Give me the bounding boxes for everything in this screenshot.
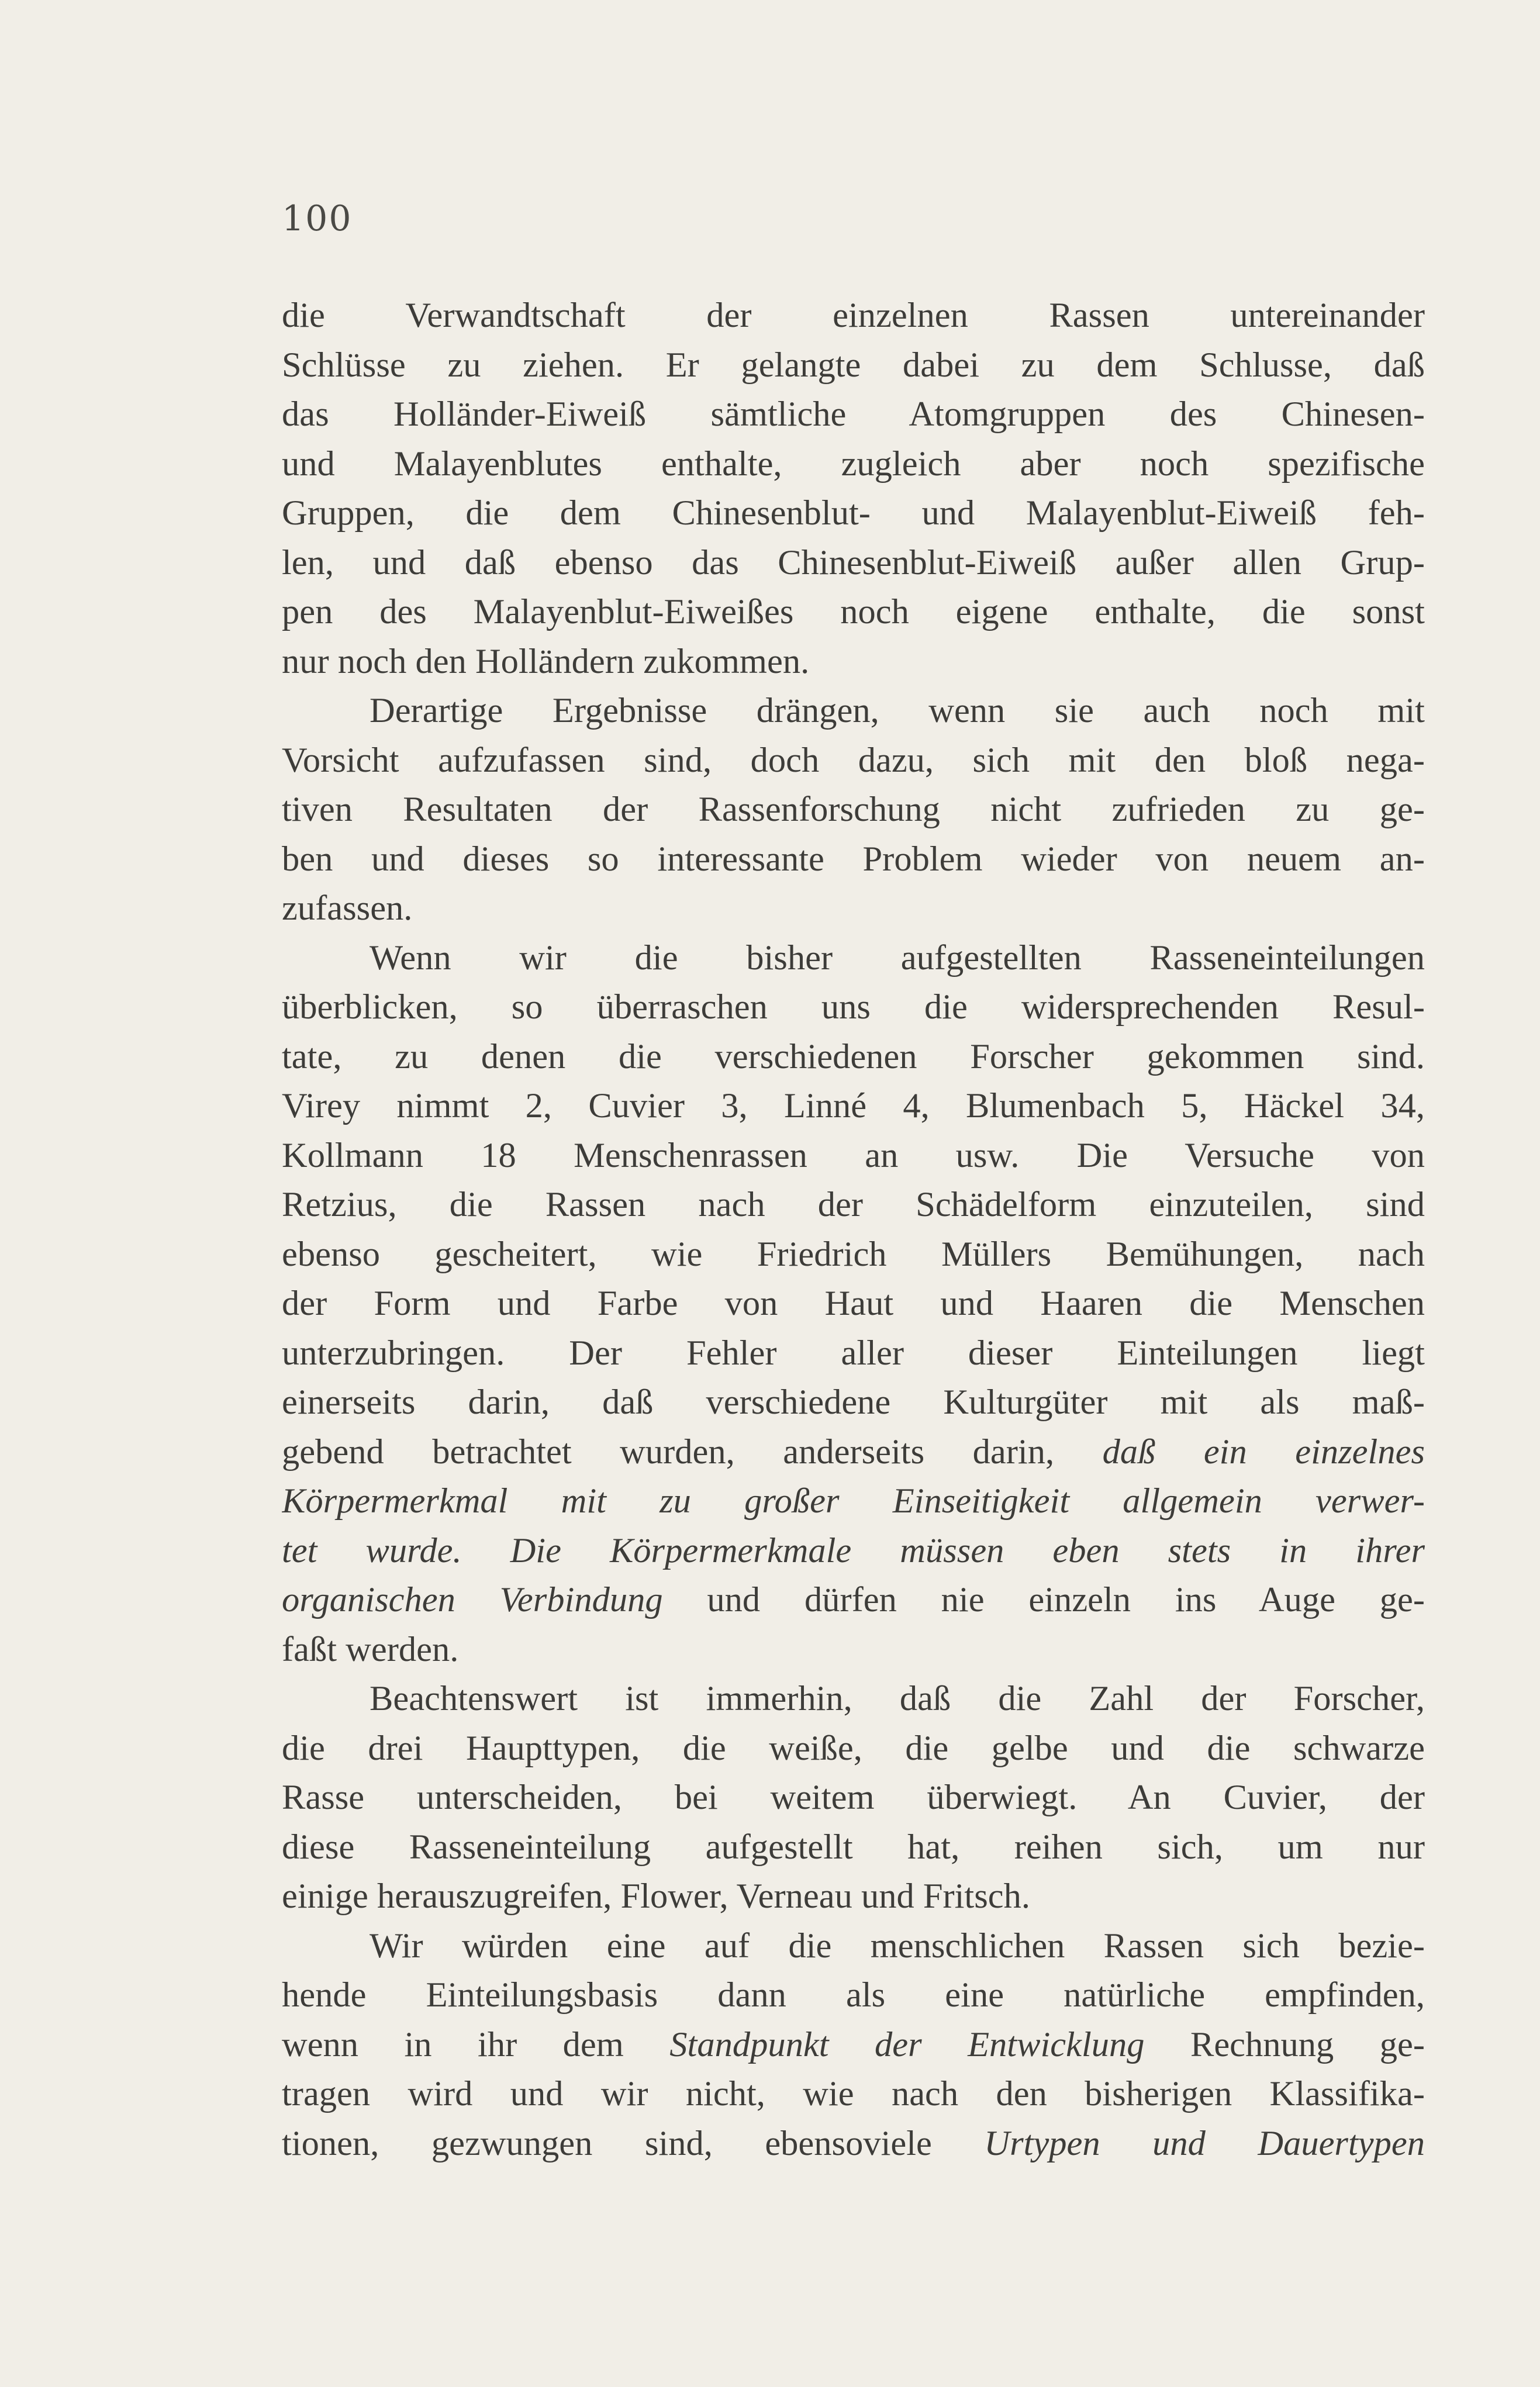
text-line <box>282 1279 1425 1329</box>
italic-text: daß ein einzelnes <box>1102 1432 1425 1471</box>
text-run: Beachtenswert ist immerhin, daß die Zahl der Forscher, <box>370 1679 1425 1718</box>
italic-text: organischen Verbindung <box>282 1580 663 1619</box>
text-line <box>282 440 1425 489</box>
text-line <box>282 1378 1425 1428</box>
text-run: Gruppen, die dem Chinesenblut- und Malayenblut-Eiweiß feh- <box>282 493 1425 533</box>
text-run: einige herauszugreifen, Flower, Verneau und Fritsch. <box>282 1877 1031 1916</box>
text-line <box>282 2070 1425 2119</box>
text-run: Wenn wir die bisher aufgestellten Rasseneinteilungen <box>370 938 1425 977</box>
text-line <box>282 1823 1425 1873</box>
text-line <box>282 686 1425 736</box>
text-line <box>282 2119 1425 2169</box>
text-line <box>282 390 1425 440</box>
text-line <box>282 1428 1425 1477</box>
text-run: gebend betrachtet wurden, anderseits darin, <box>282 1432 1103 1471</box>
text-run: tragen wird und wir nicht, wie nach den bisherigen Klassifika- <box>282 2074 1425 2113</box>
text-run: Kollmann 18 Menschenrassen an usw. Die Versuche von <box>282 1135 1425 1175</box>
text-line <box>282 1230 1425 1280</box>
text-run: einerseits darin, daß verschiedene Kulturgüter mit als maß- <box>282 1383 1425 1422</box>
text-run: faßt werden. <box>282 1629 459 1669</box>
text-run: Wir würden eine auf die menschlichen Rassen sich bezie- <box>370 1926 1425 1965</box>
italic-text: Standpunkt der Entwicklung <box>669 2025 1145 2064</box>
text-line <box>282 1625 1425 1675</box>
text-run: pen des Malayenblut-Eiweißes noch eigene enthalte, die sonst <box>282 592 1425 631</box>
text-run: Rasse unterscheiden, bei weitem überwiegt. An Cuvier, der <box>282 1778 1425 1817</box>
text-run: die drei Haupttypen, die weiße, die gelbe und die schwarze <box>282 1728 1425 1768</box>
page-number: 100 <box>282 198 353 239</box>
text-line <box>282 341 1425 391</box>
body-text <box>282 291 1425 2168</box>
text-line <box>282 1674 1425 1724</box>
text-line <box>282 1971 1425 2020</box>
text-line <box>282 785 1425 835</box>
text-run: ebenso gescheitert, wie Friedrich Müllers Bemühungen, nach <box>282 1234 1425 1274</box>
text-run: und dürfen nie einzeln ins Auge ge- <box>662 1580 1425 1619</box>
text-line <box>282 637 1425 687</box>
text-run: Derartige Ergebnisse drängen, wenn sie auch noch mit <box>370 691 1425 730</box>
text-line <box>282 835 1425 885</box>
text-run: überblicken, so überraschen uns die widersprechenden Resul- <box>282 987 1425 1027</box>
text-line <box>282 1922 1425 1971</box>
text-line <box>282 1477 1425 1526</box>
text-line <box>282 1773 1425 1823</box>
text-run: und Malayenblutes enthalte, zugleich aber noch spezifische <box>282 444 1425 483</box>
text-run: tiven Resultaten der Rassenforschung nicht zufrieden zu ge- <box>282 790 1425 829</box>
text-line <box>282 1576 1425 1625</box>
text-run: tate, zu denen die verschiedenen Forscher gekommen sind. <box>282 1037 1425 1076</box>
text-run: zufassen. <box>282 889 413 928</box>
text-line <box>282 983 1425 1032</box>
text-run: diese Rasseneinteilung aufgestellt hat, reihen sich, um nur <box>282 1827 1425 1867</box>
text-run: unterzubringen. Der Fehler aller dieser Einteilungen liegt <box>282 1333 1425 1373</box>
text-line <box>282 291 1425 341</box>
italic-text: Körpermerkmal mit zu großer Einseitigkeit allgemein verwer- <box>282 1481 1425 1521</box>
text-run: Virey nimmt 2, Cuvier 3, Linné 4, Blumenbach 5, Häckel 34, <box>282 1086 1425 1125</box>
text-line <box>282 934 1425 983</box>
text-line <box>282 736 1425 786</box>
text-line <box>282 1329 1425 1379</box>
text-run: tionen, gezwungen sind, ebensoviele <box>282 2123 985 2163</box>
text-line <box>282 588 1425 637</box>
text-run: ben und dieses so interessante Problem wieder von neuem an- <box>282 839 1425 879</box>
text-line <box>282 1032 1425 1082</box>
text-line <box>282 1180 1425 1230</box>
text-line <box>282 1082 1425 1131</box>
italic-text: Urtypen und Dauertypen <box>984 2123 1425 2163</box>
text-line <box>282 1872 1425 1922</box>
text-line <box>282 538 1425 588</box>
italic-text: tet wurde. Die Körpermerkmale müssen eben stets in ihrer <box>282 1531 1425 1570</box>
text-run: wenn in ihr dem <box>282 2025 670 2064</box>
text-run: Vorsicht aufzufassen sind, doch dazu, sich mit den bloß nega- <box>282 740 1425 780</box>
text-run: Retzius, die Rassen nach der Schädelform einzuteilen, sind <box>282 1185 1425 1224</box>
text-run: die Verwandtschaft der einzelnen Rassen untereinander <box>282 296 1425 335</box>
text-line <box>282 2020 1425 2070</box>
text-line <box>282 884 1425 934</box>
text-line <box>282 1724 1425 1774</box>
text-line <box>282 489 1425 538</box>
text-line <box>282 1526 1425 1576</box>
text-run: Schlüsse zu ziehen. Er gelangte dabei zu dem Schlusse, daß <box>282 345 1425 385</box>
text-line <box>282 1131 1425 1181</box>
text-run: len, und daß ebenso das Chinesenblut-Eiweiß außer allen Grup- <box>282 543 1425 582</box>
text-run: Rechnung ge- <box>1144 2025 1425 2064</box>
text-run: hende Einteilungsbasis dann als eine natürliche empfinden, <box>282 1975 1425 2015</box>
text-run: das Holländer-Eiweiß sämtliche Atomgruppen des Chinesen- <box>282 395 1425 434</box>
text-run: der Form und Farbe von Haut und Haaren die Menschen <box>282 1284 1425 1323</box>
text-run: nur noch den Holländern zukommen. <box>282 641 810 681</box>
